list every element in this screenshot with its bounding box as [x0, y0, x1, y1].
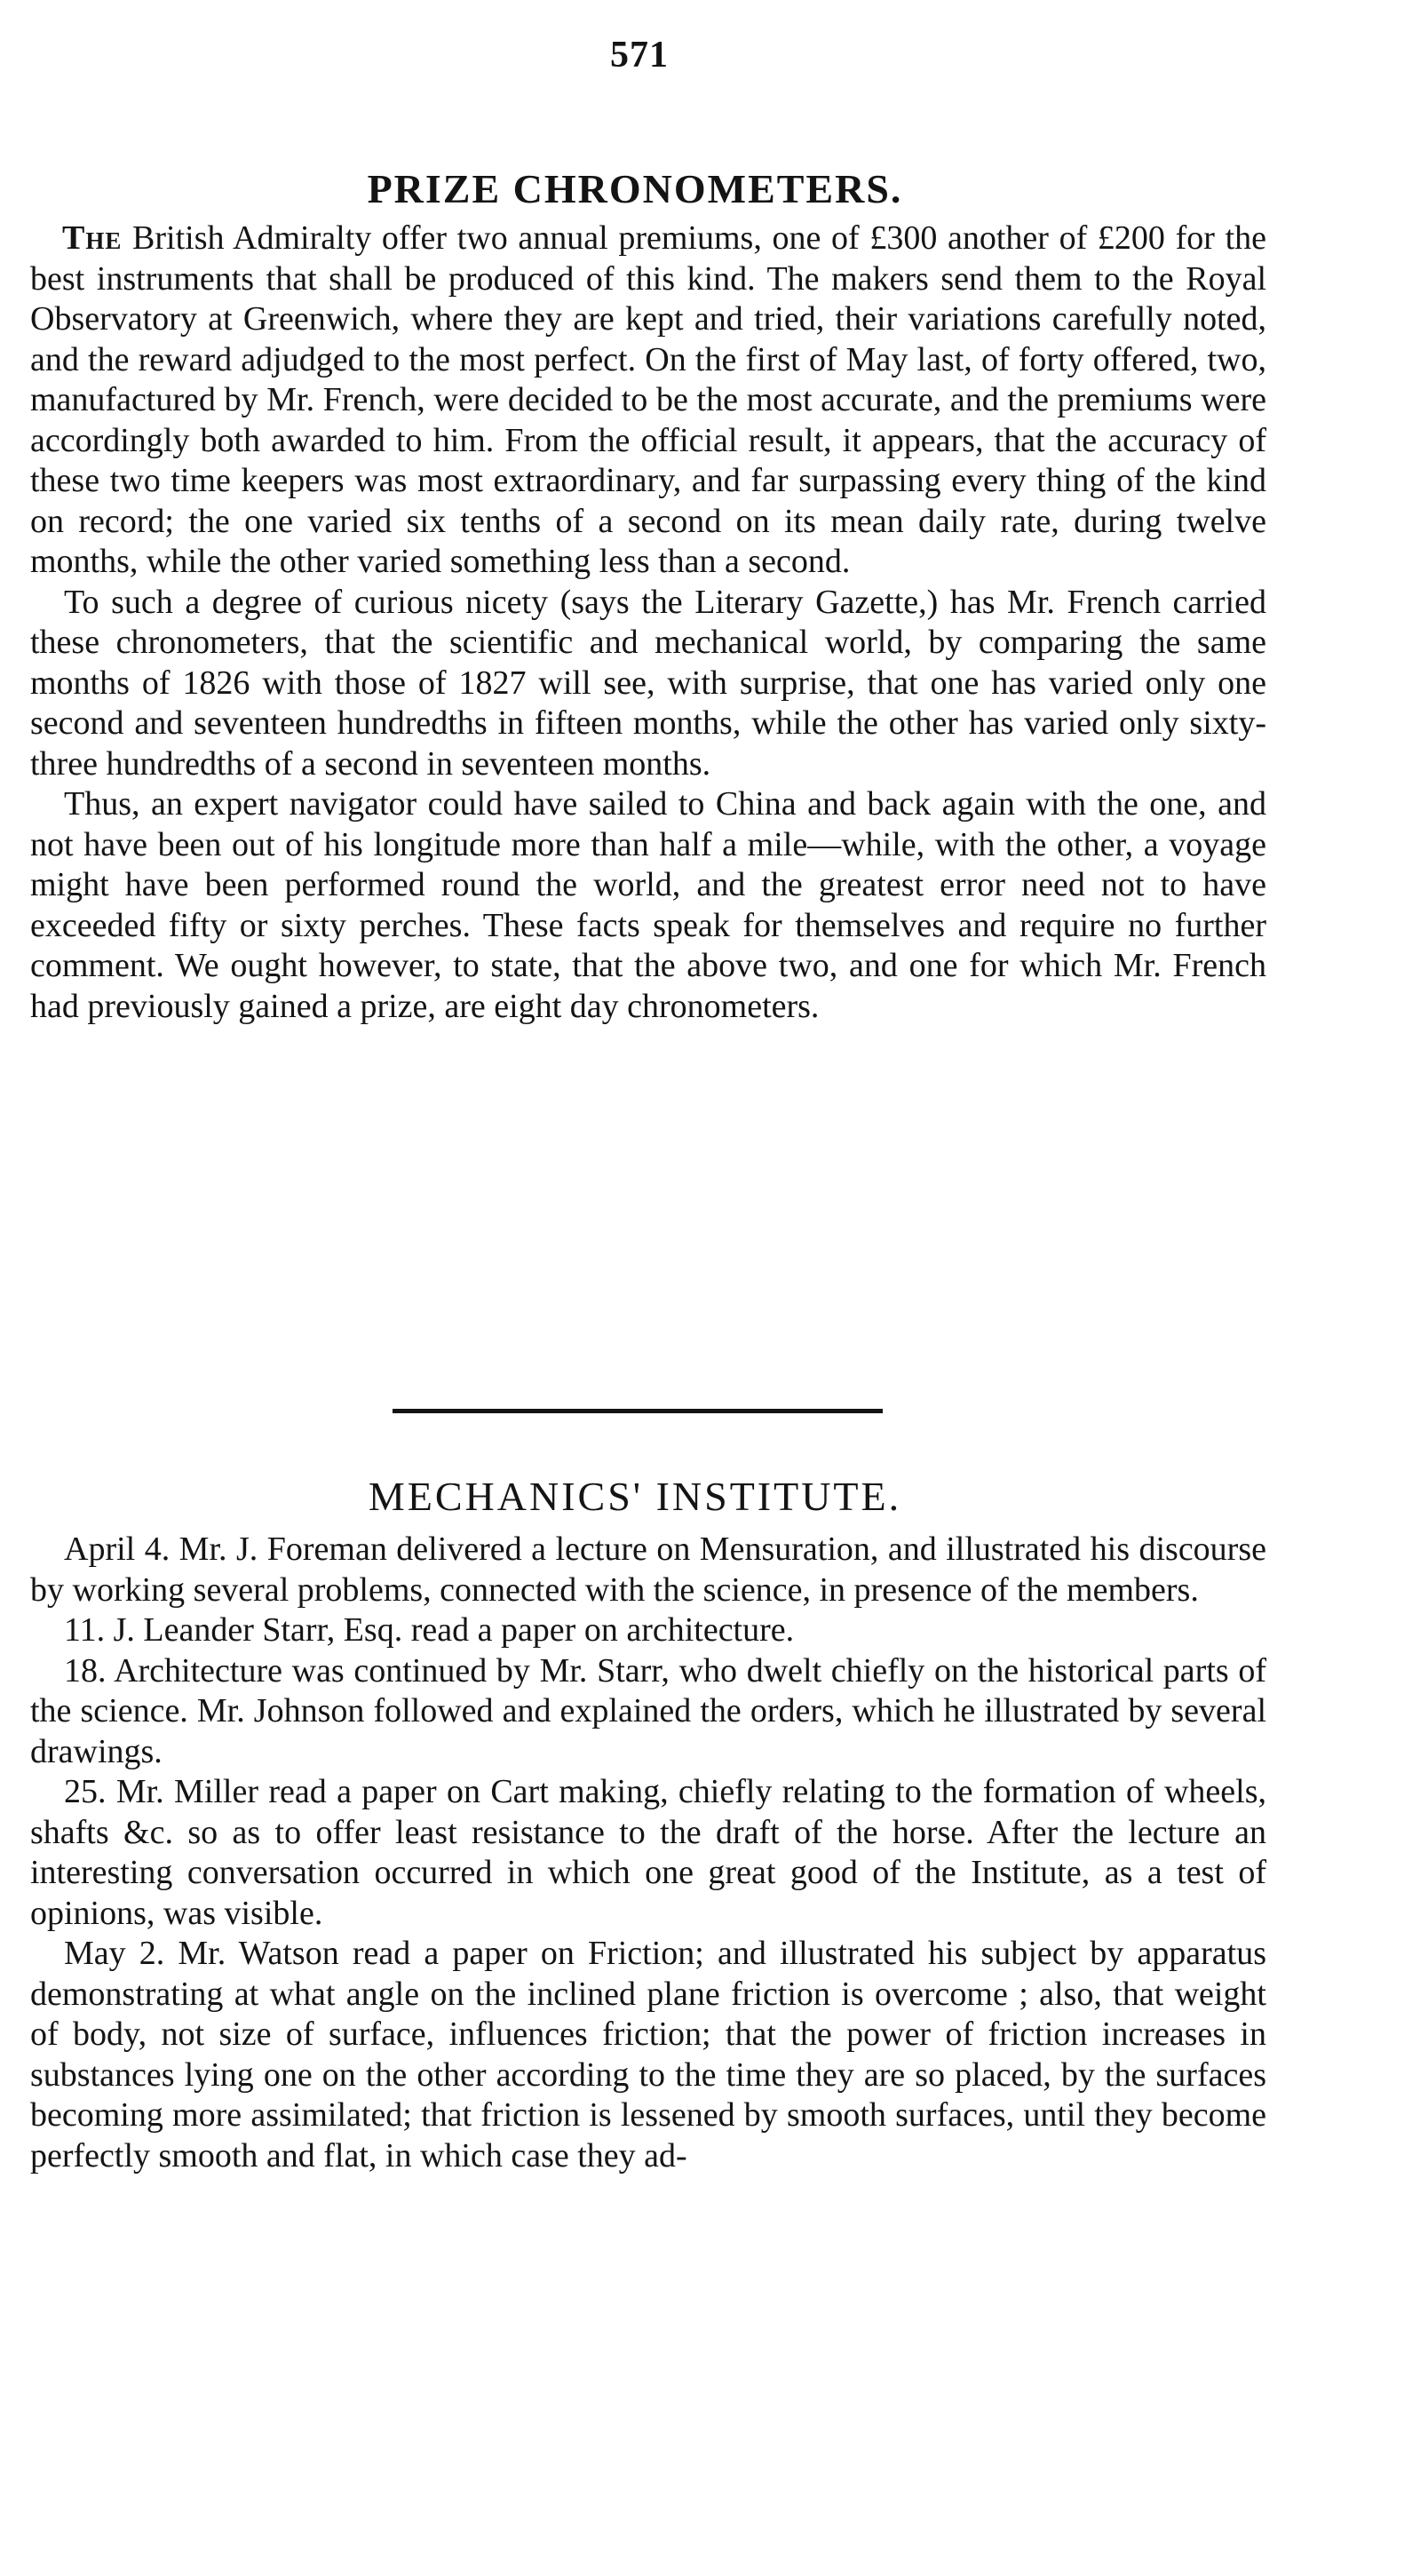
page-number: 571 [610, 35, 669, 76]
entry-paragraph: 25. Mr. Miller read a paper on Cart making, chiefly relating to the formation of wheels, shafts &c. so as to offer least resistance to the draft of the horse. After the lecture an interesting conversation occurred in which one great good of the Institute, as a test of opinions, was visible. [30, 1773, 1266, 1932]
paragraph: Thus, an expert navigator could have sailed to China and back again with the one, and not have been out of his longitude more than half a mile—while, with the other, a voyage might have been performed round the world, and the greatest error need not to have exceeded fifty or sixty perches. These facts speak for themselves and require no further comment. We ought however, to state, that the above two, and one for which Mr. French had previously gained a prize, are eight day chronometers. [30, 785, 1266, 1025]
section-divider [393, 1409, 883, 1413]
paragraph: To such a degree of curious nicety (says the Literary Gazette,) has Mr. French carried these chronometers, that the scientific and mechanical world, by comparing the same months of 1826 with those of 1827 will see, with surprise, that one has varied only one second and seventeen hundredths in fifteen months, while the other has varied only sixty-three hundredths of a second in seventeen months. [30, 583, 1266, 783]
heading-mechanics-institute: MECHANICS' INSTITUTE. [368, 1474, 902, 1519]
paragraph [30, 219, 1266, 583]
drop-cap-word: The [62, 219, 123, 257]
section-prize-chronometers [30, 219, 1266, 1027]
heading-prize-chronometers: PRIZE CHRONOMETERS. [367, 166, 903, 211]
section-mechanics-institute [30, 1530, 1266, 2176]
paragraph-text: British Admiralty offer two annual premiums, one of £300 another of £200 for the best instruments that shall be produced of this kind. The makers send them to the Royal Observatory at Greenwich, where they are kept and tried, their variations carefully noted, and the reward adjudged to the most perfect. On the first of May last, of forty offered, two, manufactured by Mr. French, were decided to be the most accurate, and the premiums were accordingly both awarded to him. From the official result, it appears, that the accuracy of these two time keepers was most extraordinary, and far surpassing every thing of the kind on record; the one varied six tenths of a second on its mean daily rate, during twelve months, while the other varied something less than a second. [30, 219, 1266, 580]
entry-paragraph: May 2. Mr. Watson read a paper on Friction; and illustrated his subject by apparatus demonstrating at what angle on the inclined plane friction is overcome ; also, that weight of body, not size of surface, influences friction; that the power of friction increases in substances lying one on the other according to the time they are so placed, by the surfaces becoming more assimilated; that friction is lessened by smooth surfaces, until they become perfectly smooth and flat, in which case they ad- [30, 1935, 1266, 2174]
entry-paragraph: April 4. Mr. J. Foreman delivered a lecture on Mensuration, and illustrated his discourse by working several problems, connected with the science, in presence of the members. [30, 1530, 1266, 1609]
entry-paragraph: 18. Architecture was continued by Mr. Starr, who dwelt chiefly on the historical parts of the science. Mr. Johnson followed and explained the orders, which he illustrated by several drawings. [30, 1651, 1266, 1770]
entry-paragraph: 11. J. Leander Starr, Esq. read a paper on architecture. [64, 1611, 795, 1649]
